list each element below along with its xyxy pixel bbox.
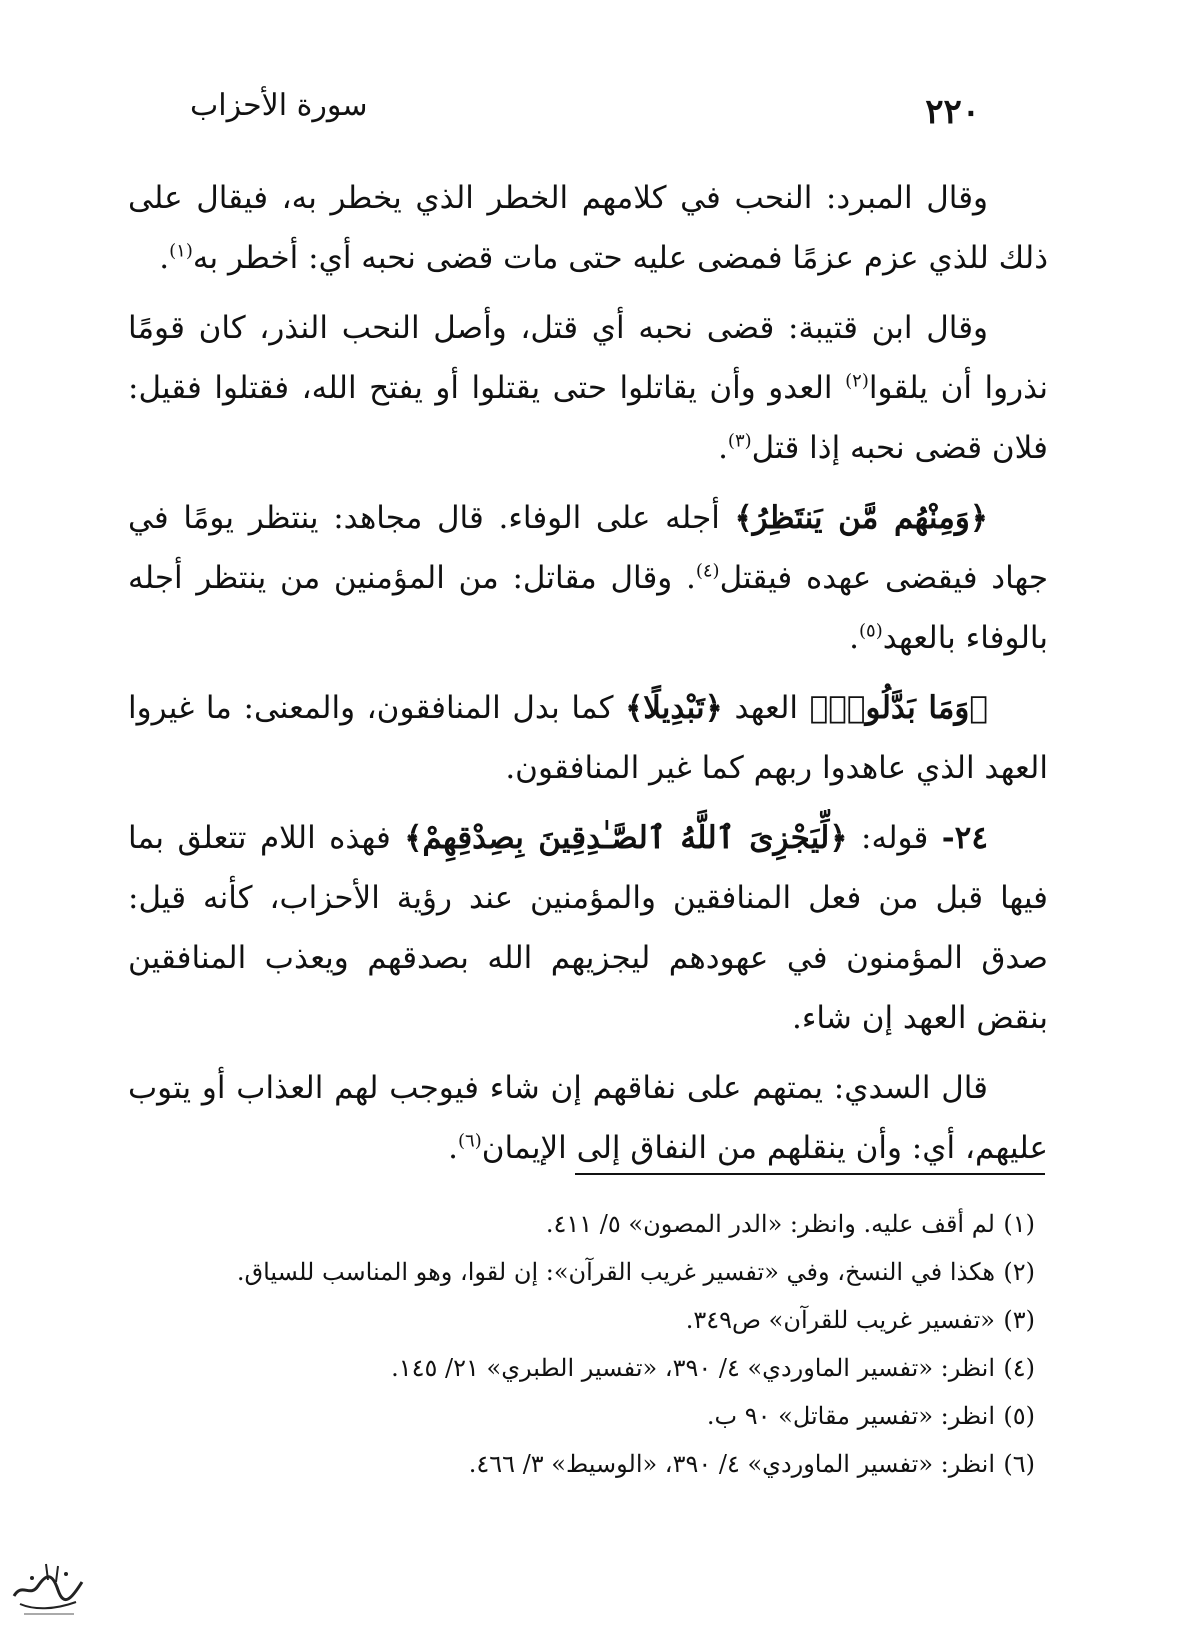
quran-quote: ﴿لِّيَجْزِىَ ٱللَّهُ ٱلصَّـٰدِقِينَ بِصِدْقِهِمْ﴾ bbox=[404, 820, 848, 856]
footnote-item bbox=[135, 1200, 1035, 1248]
footnote-text: «تفسير غريب للقرآن» ص٣٤٩. bbox=[685, 1306, 995, 1334]
paragraph-text: العهد bbox=[722, 690, 810, 726]
footnote-item bbox=[135, 1344, 1035, 1392]
footnote-item bbox=[135, 1392, 1035, 1440]
page-header bbox=[190, 88, 980, 138]
paragraph-mubarrad bbox=[128, 168, 1048, 288]
paragraph-text: . bbox=[159, 240, 170, 276]
footnote-ref[interactable]: (٦) bbox=[457, 1130, 482, 1152]
footnote-text: لم أقف عليه. وانظر: «الدر المصون» ٥/ ٤١١. bbox=[545, 1210, 995, 1238]
paragraph-text: أجله على الوفاء. قال مجاهد: ينتظر يومًا في جهاد فيقضى عهده فيقتل bbox=[128, 500, 1049, 596]
paragraph-suddi bbox=[128, 1058, 1048, 1178]
footnote-text: انظر: «تفسير مقاتل» ٩٠ ب. bbox=[706, 1402, 995, 1430]
quran-quote: ﴿وَمِنْهُم مَّن يَنتَظِرُ﴾ bbox=[734, 500, 988, 536]
footnote-ref[interactable]: (٢) bbox=[845, 370, 869, 392]
paragraph-text: . bbox=[718, 430, 728, 466]
quran-quote: ﴿وَمَا بَدَّلُوا۟﴾ bbox=[809, 690, 988, 726]
footnote-number: (٥) bbox=[1003, 1402, 1035, 1430]
paragraph-text: كما بدل المنافقون، والمعنى: ما غيروا العهد الذي عاهدوا ربهم كما غير المنافقون. bbox=[128, 690, 1048, 786]
footnote-ref[interactable]: (٣) bbox=[727, 430, 752, 452]
footnote-text: هكذا في النسخ، وفي «تفسير غريب القرآن»: إن لقوا، وهو المناسب للسياق. bbox=[236, 1258, 995, 1286]
footnote-ref[interactable]: (٥) bbox=[859, 620, 883, 642]
footnote-number: (٦) bbox=[1003, 1450, 1035, 1478]
footnote-number: (٣) bbox=[1003, 1306, 1035, 1334]
paragraph-text: قال السدي: يمتهم على نفاقهم إن شاء فيوجب لهم العذاب أو يتوب عليهم، أي: وأن ينقلهم من النفاق إلى الإيمان bbox=[128, 1070, 1048, 1166]
footnote-divider bbox=[575, 1173, 1045, 1175]
footnote-number: (١) bbox=[1003, 1210, 1035, 1238]
paragraph-yantazir bbox=[128, 488, 1048, 668]
footnotes bbox=[135, 1200, 1035, 1488]
footnote-item bbox=[135, 1440, 1035, 1488]
paragraph-text: العدو وأن يقاتلوا حتى يقتلوا أو يفتح الله، فقتلوا فقيل: فلان قضى نحبه إذا قتل bbox=[128, 370, 1048, 466]
footnote-item bbox=[135, 1248, 1035, 1296]
footnote-text: انظر: «تفسير الماوردي» ٤/ ٣٩٠، «الوسيط» ٣/ ٤٦٦. bbox=[468, 1450, 995, 1478]
quran-quote: ﴿تَبْدِيلًا﴾ bbox=[625, 690, 723, 726]
logo-calligraphy-icon bbox=[8, 1552, 88, 1622]
paragraph-verse-24 bbox=[128, 808, 1048, 1048]
paragraph-baddalu bbox=[128, 678, 1048, 798]
paragraph-ibn-qutayba bbox=[128, 298, 1048, 478]
paragraph-text: وقال ابن قتيبة: قضى نحبه أي قتل، وأصل النحب النذر، كان قومًا نذروا أن يلقوا bbox=[128, 310, 1048, 406]
footnote-ref[interactable]: (٤) bbox=[695, 560, 720, 582]
paragraph-text: فهذه اللام تتعلق بما فيها قبل من فعل المنافقين والمؤمنين عند رؤية الأحزاب، كأنه قيل: صدق المؤمنون في عهودهم ليجزيهم الله بصدقهم ويعذب المنافقين بنقض العهد إن شاء. bbox=[128, 820, 1048, 1036]
surah-title: سورة الأحزاب bbox=[190, 88, 368, 123]
footnote-number: (٤) bbox=[1003, 1354, 1035, 1382]
almostaha-logo-icon bbox=[8, 1552, 88, 1622]
footnote-item bbox=[135, 1296, 1035, 1344]
paragraph-text: . وقال مقاتل: من المؤمنين من ينتظر أجله بالوفاء بالعهد bbox=[128, 560, 1048, 656]
footnote-number: (٢) bbox=[1003, 1258, 1035, 1286]
paragraph-text: . bbox=[448, 1130, 458, 1166]
paragraph-text: . bbox=[849, 620, 859, 656]
verse-number: ٢٤- bbox=[941, 820, 988, 856]
paragraph-text: قوله: bbox=[847, 820, 942, 856]
page-number: ٢٢٠ bbox=[925, 92, 980, 132]
paragraph-text: وقال المبرد: النحب في كلامهم الخطر الذي يخطر به، فيقال على ذلك للذي عزم عزمًا فمضى عليه حتى مات قضى نحبه أي: أخطر به bbox=[128, 180, 1048, 276]
commentary-body bbox=[128, 168, 1048, 1188]
footnote-text: انظر: «تفسير الماوردي» ٤/ ٣٩٠، «تفسير الطبري» ٢١/ ١٤٥. bbox=[391, 1354, 995, 1382]
footnote-ref[interactable]: (١) bbox=[169, 240, 193, 262]
